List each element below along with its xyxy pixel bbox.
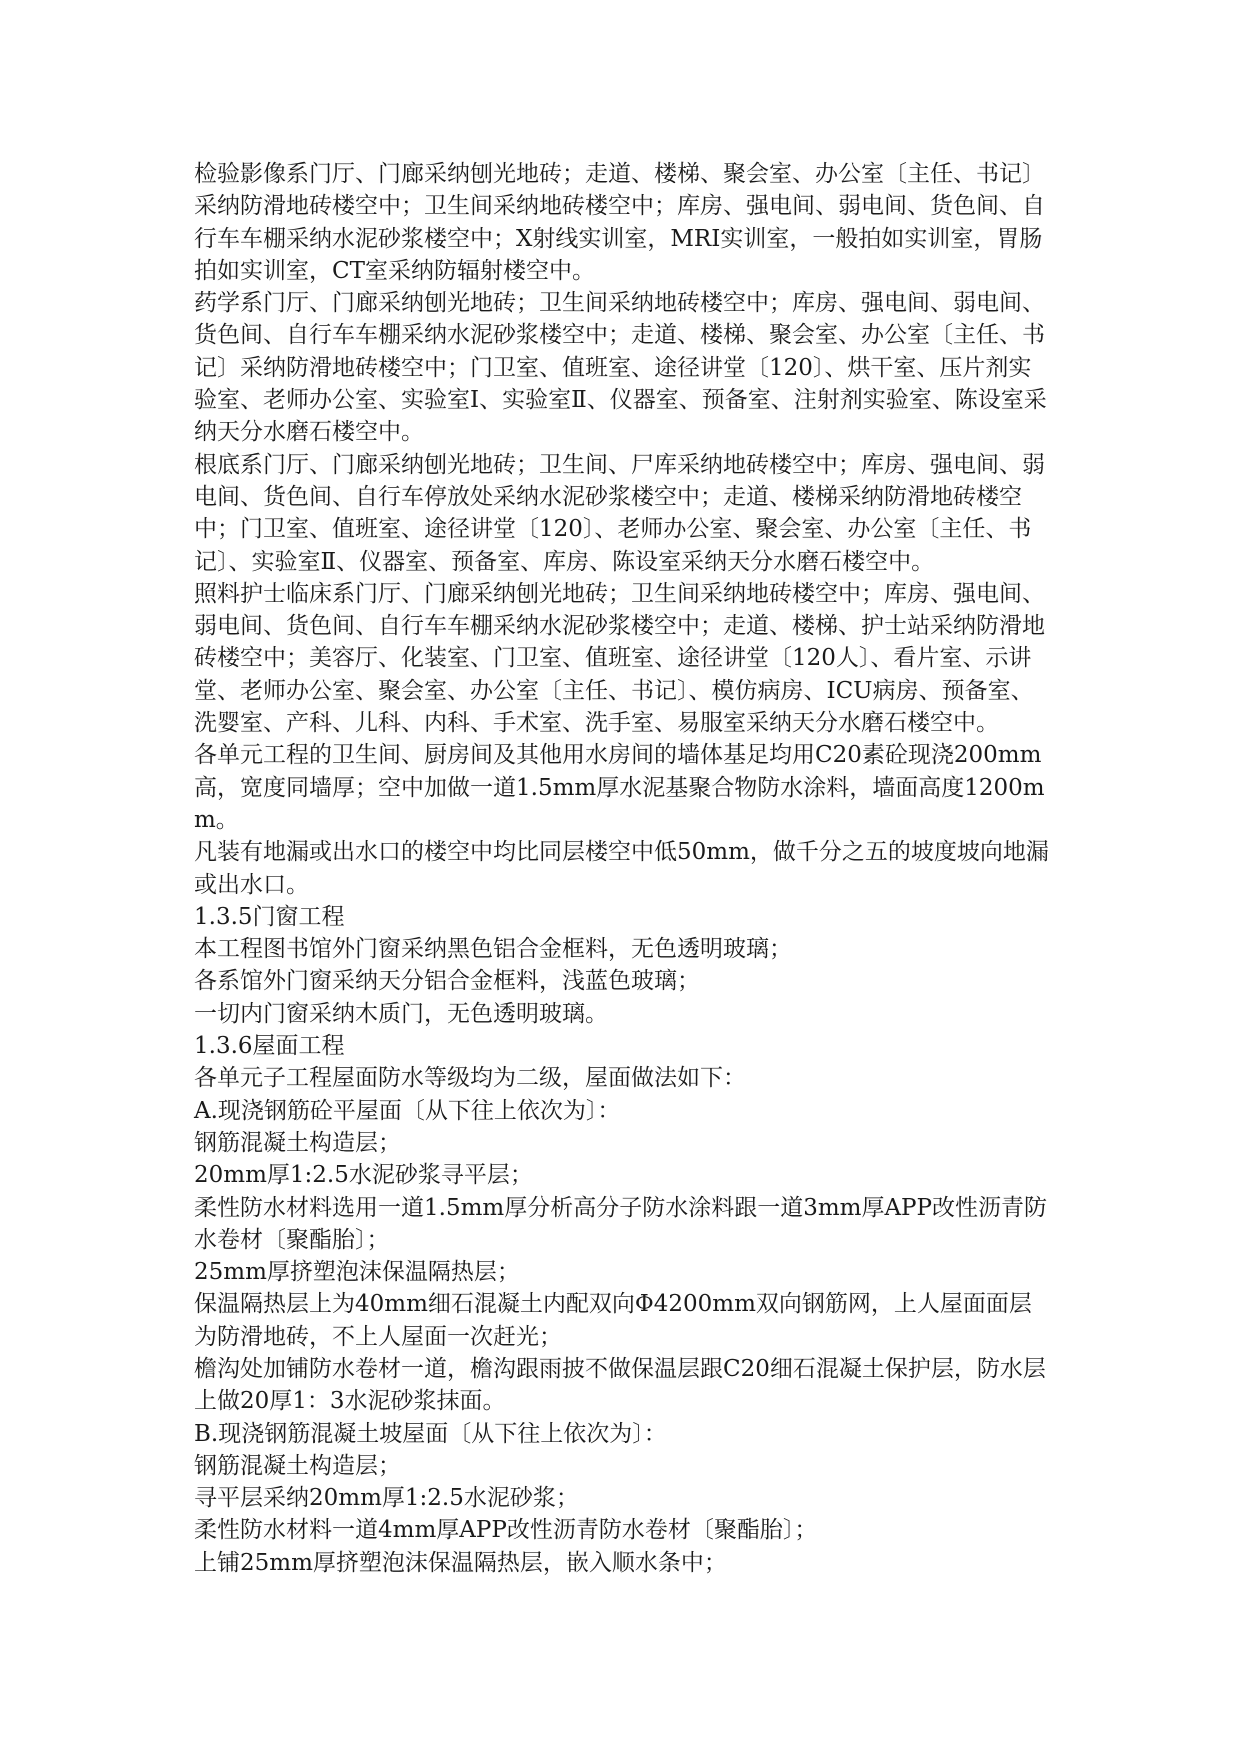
paragraph-interior-doors: 一切内门窗采纳木质门，无色透明玻璃。 (194, 1000, 608, 1027)
paragraph-roof-waterproof-grade: 各单元子工程屋面防水等级均为二级，屋面做法如下： (194, 1065, 746, 1092)
paragraph-pitched-roof-insulation: 上铺25mm厚挤塑泡沫保温隔热层，嵌入顺水条中； (194, 1549, 727, 1576)
paragraph-flat-roof-structure: 钢筋混凝土构造层； (194, 1129, 401, 1156)
paragraph-basic-dept-floors: 根底系门厅、门廊采纳刨光地砖；卫生间、尸库采纳地砖楼空中；库房、强电间、弱电间、货色间、自行车停放处采纳水泥砂浆楼空中；走道、楼梯采纳防滑地砖楼空中；门卫室、值班室、途径讲堂〔120〕、老师办公室、聚会室、办公室〔主任、书记〕、实验室Ⅱ、仪器室、预备室、库房、陈设室采纳天分水磨石楼空中。 (194, 451, 1045, 575)
paragraph-gutter-detail: 檐沟处加铺防水卷材一道，檐沟跟雨披不做保温层跟C20细石混凝土保护层，防水层上做20厚1：3水泥砂浆抹面。 (194, 1355, 1046, 1415)
paragraph-nursing-dept-floors: 照料护士临床系门厅、门廊采纳刨光地砖；卫生间采纳地砖楼空中；库房、强电间、弱电间、货色间、自行车车棚采纳水泥砂浆楼空中；走道、楼梯、护士站采纳防滑地砖楼空中；美容厅、化装室、门卫室、值班室、途径讲堂〔120人〕、看片室、示讲堂、老师办公室、聚会室、办公室〔主任、书记〕、模仿病房、ICU病房、预备室、洗婴室、产科、儿科、内科、手术室、洗手室、易服室采纳天分水磨石楼空中。 (194, 580, 1045, 737)
paragraph-library-windows: 本工程图书馆外门窗采纳黑色铝合金框料，无色透明玻璃； (194, 936, 792, 963)
paragraph-flat-roof-heading: A.现浇钢筋砼平屋面〔从下往上依次为〕： (194, 1097, 621, 1124)
paragraph-dept-windows: 各系馆外门窗采纳天分铝合金框料，浅蓝色玻璃； (194, 968, 700, 995)
paragraph-floor-drain-slope: 凡装有地漏或出水口的楼空中均比同层楼空中低50mm，做千分之五的坡度坡向地漏或出水口。 (194, 839, 1049, 898)
paragraph-wet-room-walls: 各单元工程的卫生间、厨房间及其他用水房间的墙体基足均用C20素砼现浇200mm高，宽度同墙厚；空中加做一道1.5mm厚水泥基聚合物防水涂料，墙面高度1200mm。 (194, 742, 1045, 833)
paragraph-pitched-roof-membrane: 柔性防水材料一道4mm厚APP改性沥青防水卷材〔聚酯胎〕； (194, 1517, 818, 1544)
paragraph-flat-roof-insulation: 25mm厚挤塑泡沫保温隔热层； (194, 1259, 520, 1286)
paragraph-pitched-roof-heading: B.现浇钢筋混凝土坡屋面〔从下往上依次为〕： (194, 1420, 667, 1447)
paragraph-flat-roof-topping: 保温隔热层上为40mm细石混凝土内配双向Φ4200mm双向钢筋网，上人屋面面层为防滑地砖，不上人屋面一次赶光； (194, 1291, 1032, 1350)
section-heading-doors-windows: 1.3.5门窗工程 (194, 903, 345, 930)
paragraph-flat-roof-membrane: 柔性防水材料选用一道1.5mm厚分析高分子防水涂料跟一道3mm厚APP改性沥青防水卷材〔聚酯胎〕； (194, 1194, 1048, 1253)
paragraph-flat-roof-leveling: 20mm厚1:2.5水泥砂浆寻平层； (194, 1162, 533, 1189)
paragraph-pitched-roof-leveling: 寻平层采纳20mm厚1:2.5水泥砂浆； (194, 1485, 579, 1512)
paragraph-imaging-dept-floors: 检验影像系门厅、门廊采纳刨光地砖；走道、楼梯、聚会室、办公室〔主任、书记〕采纳防滑地砖楼空中；卫生间采纳地砖楼空中；库房、强电间、弱电间、货色间、自行车车棚采纳水泥砂浆楼空中；X射线实训室，MRI实训室，一般拍如实训室，胃肠拍如实训室，CT室采纳防辐射楼空中。 (194, 161, 1045, 284)
document-body (194, 158, 1054, 1579)
paragraph-pitched-roof-structure: 钢筋混凝土构造层； (194, 1452, 401, 1479)
section-heading-roofing: 1.3.6屋面工程 (194, 1033, 345, 1060)
paragraph-pharmacy-dept-floors: 药学系门厅、门廊采纳刨光地砖；卫生间采纳地砖楼空中；库房、强电间、弱电间、货色间、自行车车棚采纳水泥砂浆楼空中；走道、楼梯、聚会室、办公室〔主任、书记〕采纳防滑地砖楼空中；门卫室、值班室、途径讲堂〔120〕、烘干室、压片剂实验室、老师办公室、实验室Ⅰ、实验室Ⅱ、仪器室、预备室、注射剂实验室、陈设室采纳天分水磨石楼空中。 (194, 290, 1047, 446)
